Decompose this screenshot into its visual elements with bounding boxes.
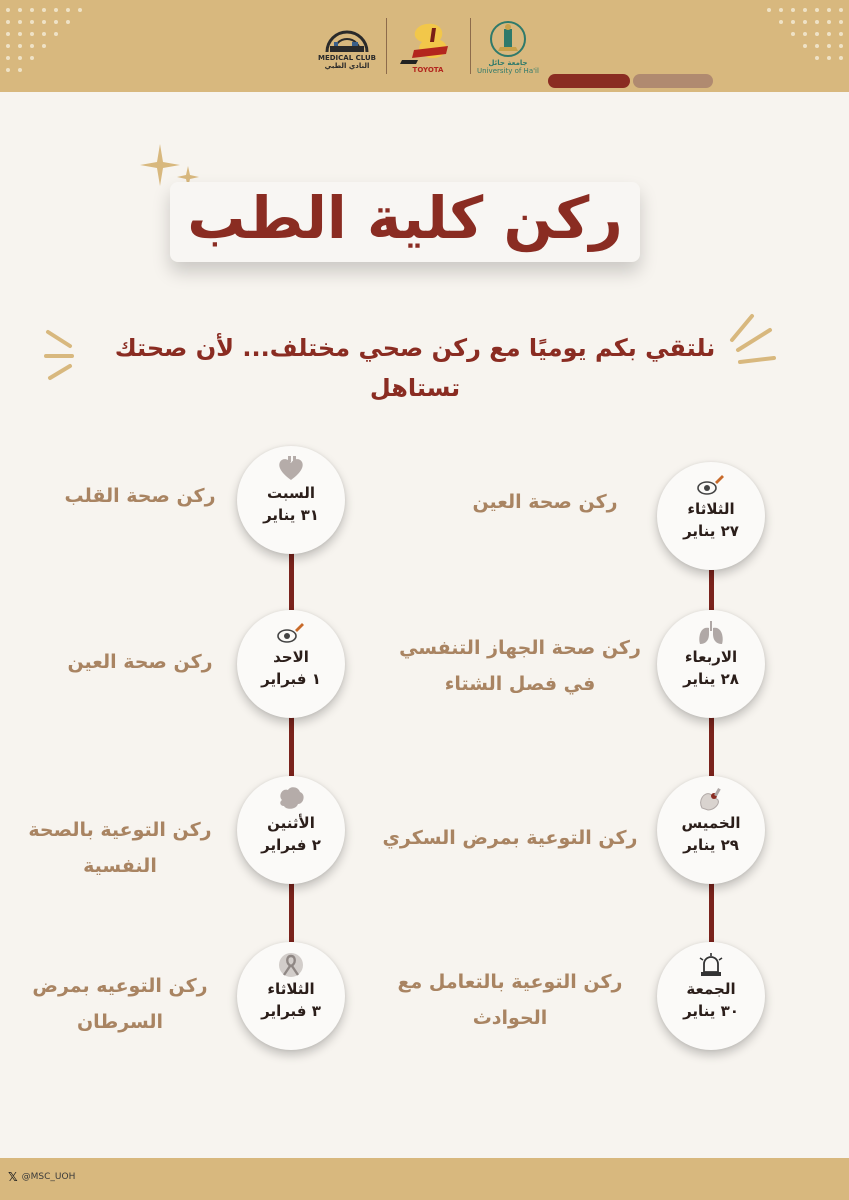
decor-stripe [716, 74, 796, 88]
day-circle [657, 610, 765, 718]
timeline-connector [289, 716, 294, 776]
corner-label: ركن التوعية بالتعامل مع الحوادث [397, 971, 623, 1029]
logo-divider [386, 18, 387, 74]
heart-icon [276, 456, 306, 482]
timeline-connector [709, 882, 714, 942]
day-name: الثلاثاء [267, 980, 315, 998]
toyota-label: TOYOTA [412, 66, 444, 74]
logo-divider [470, 18, 471, 74]
day-date: ١ فبراير [261, 670, 321, 688]
brain-icon [276, 786, 306, 812]
day-circle [237, 446, 345, 554]
footer-band [0, 1158, 849, 1200]
corner-label: ركن التوعية بالصحة النفسية [28, 819, 212, 877]
rays-right-icon [722, 308, 782, 388]
day-circle [657, 942, 765, 1050]
corner-label: ركن صحة العين [472, 491, 618, 513]
decor-stripe [548, 74, 630, 88]
medical-club-logo [314, 12, 380, 82]
decor-stripe [633, 74, 713, 88]
medical-club-emblem-icon [322, 24, 372, 54]
event-emblem-icon [396, 20, 460, 66]
day-date: ٢٨ يناير [683, 670, 739, 688]
timeline-connector [289, 550, 294, 610]
university-name-ar: جامعة حائل [488, 59, 528, 67]
handle-text: @MSC_UOH [21, 1172, 76, 1182]
medical-club-name-ar: النادي الطبي [324, 62, 370, 70]
day-date: ٢ فبراير [261, 836, 321, 854]
day-circle [237, 776, 345, 884]
university-emblem-icon [488, 19, 528, 59]
day-circle [657, 462, 765, 570]
corner-label: ركن صحة القلب [64, 485, 216, 507]
day-circle [237, 942, 345, 1050]
page-title: ركن كلية الطب [187, 184, 623, 252]
day-name: الثلاثاء [687, 500, 735, 518]
timeline-connector [709, 716, 714, 776]
medical-club-name: MEDICAL CLUB [318, 54, 376, 62]
event-logo [392, 12, 464, 82]
day-circle [237, 610, 345, 718]
rays-left-icon [40, 320, 90, 390]
eye-drop-icon [697, 472, 725, 498]
university-logo [474, 12, 542, 82]
day-name: الأثنين [267, 814, 315, 832]
day-name: الجمعة [686, 980, 736, 998]
university-name-en: University of Ha'il [477, 67, 539, 75]
x-logo-icon: 𝕏 [8, 1170, 18, 1184]
day-date: ٣٠ يناير [683, 1002, 739, 1020]
timeline-connector [289, 882, 294, 942]
timeline-connector [709, 570, 714, 610]
day-name: السبت [266, 484, 316, 502]
corner-label: ركن التوعيه بمرض السرطان [32, 975, 208, 1033]
day-name: الاحد [273, 648, 309, 666]
day-date: ٢٩ يناير [683, 836, 739, 854]
tagline: نلتقي بكم يوميًا مع ركن صحي مختلف... لأن صحتك تستاهل [114, 334, 716, 402]
glucose-test-icon [696, 786, 726, 812]
day-date: ٣١ يناير [263, 506, 319, 524]
day-date: ٣ فبراير [261, 1002, 321, 1020]
ribbon-icon [276, 952, 306, 978]
day-circle [657, 776, 765, 884]
eye-drop-icon [277, 620, 305, 646]
siren-icon [696, 952, 726, 978]
corner-label: ركن صحة العين [67, 651, 213, 673]
lungs-icon [696, 620, 726, 646]
corner-label: ركن التوعية بمرض السكري [382, 827, 638, 849]
decor-dots-top-left [0, 0, 120, 92]
corner-label: ركن صحة الجهاز التنفسي في فصل الشتاء [399, 637, 641, 695]
day-name: الاربعاء [684, 648, 738, 666]
social-handle[interactable] [8, 1170, 75, 1184]
day-date: ٢٧ يناير [683, 522, 739, 540]
day-name: الخميس [681, 814, 741, 832]
